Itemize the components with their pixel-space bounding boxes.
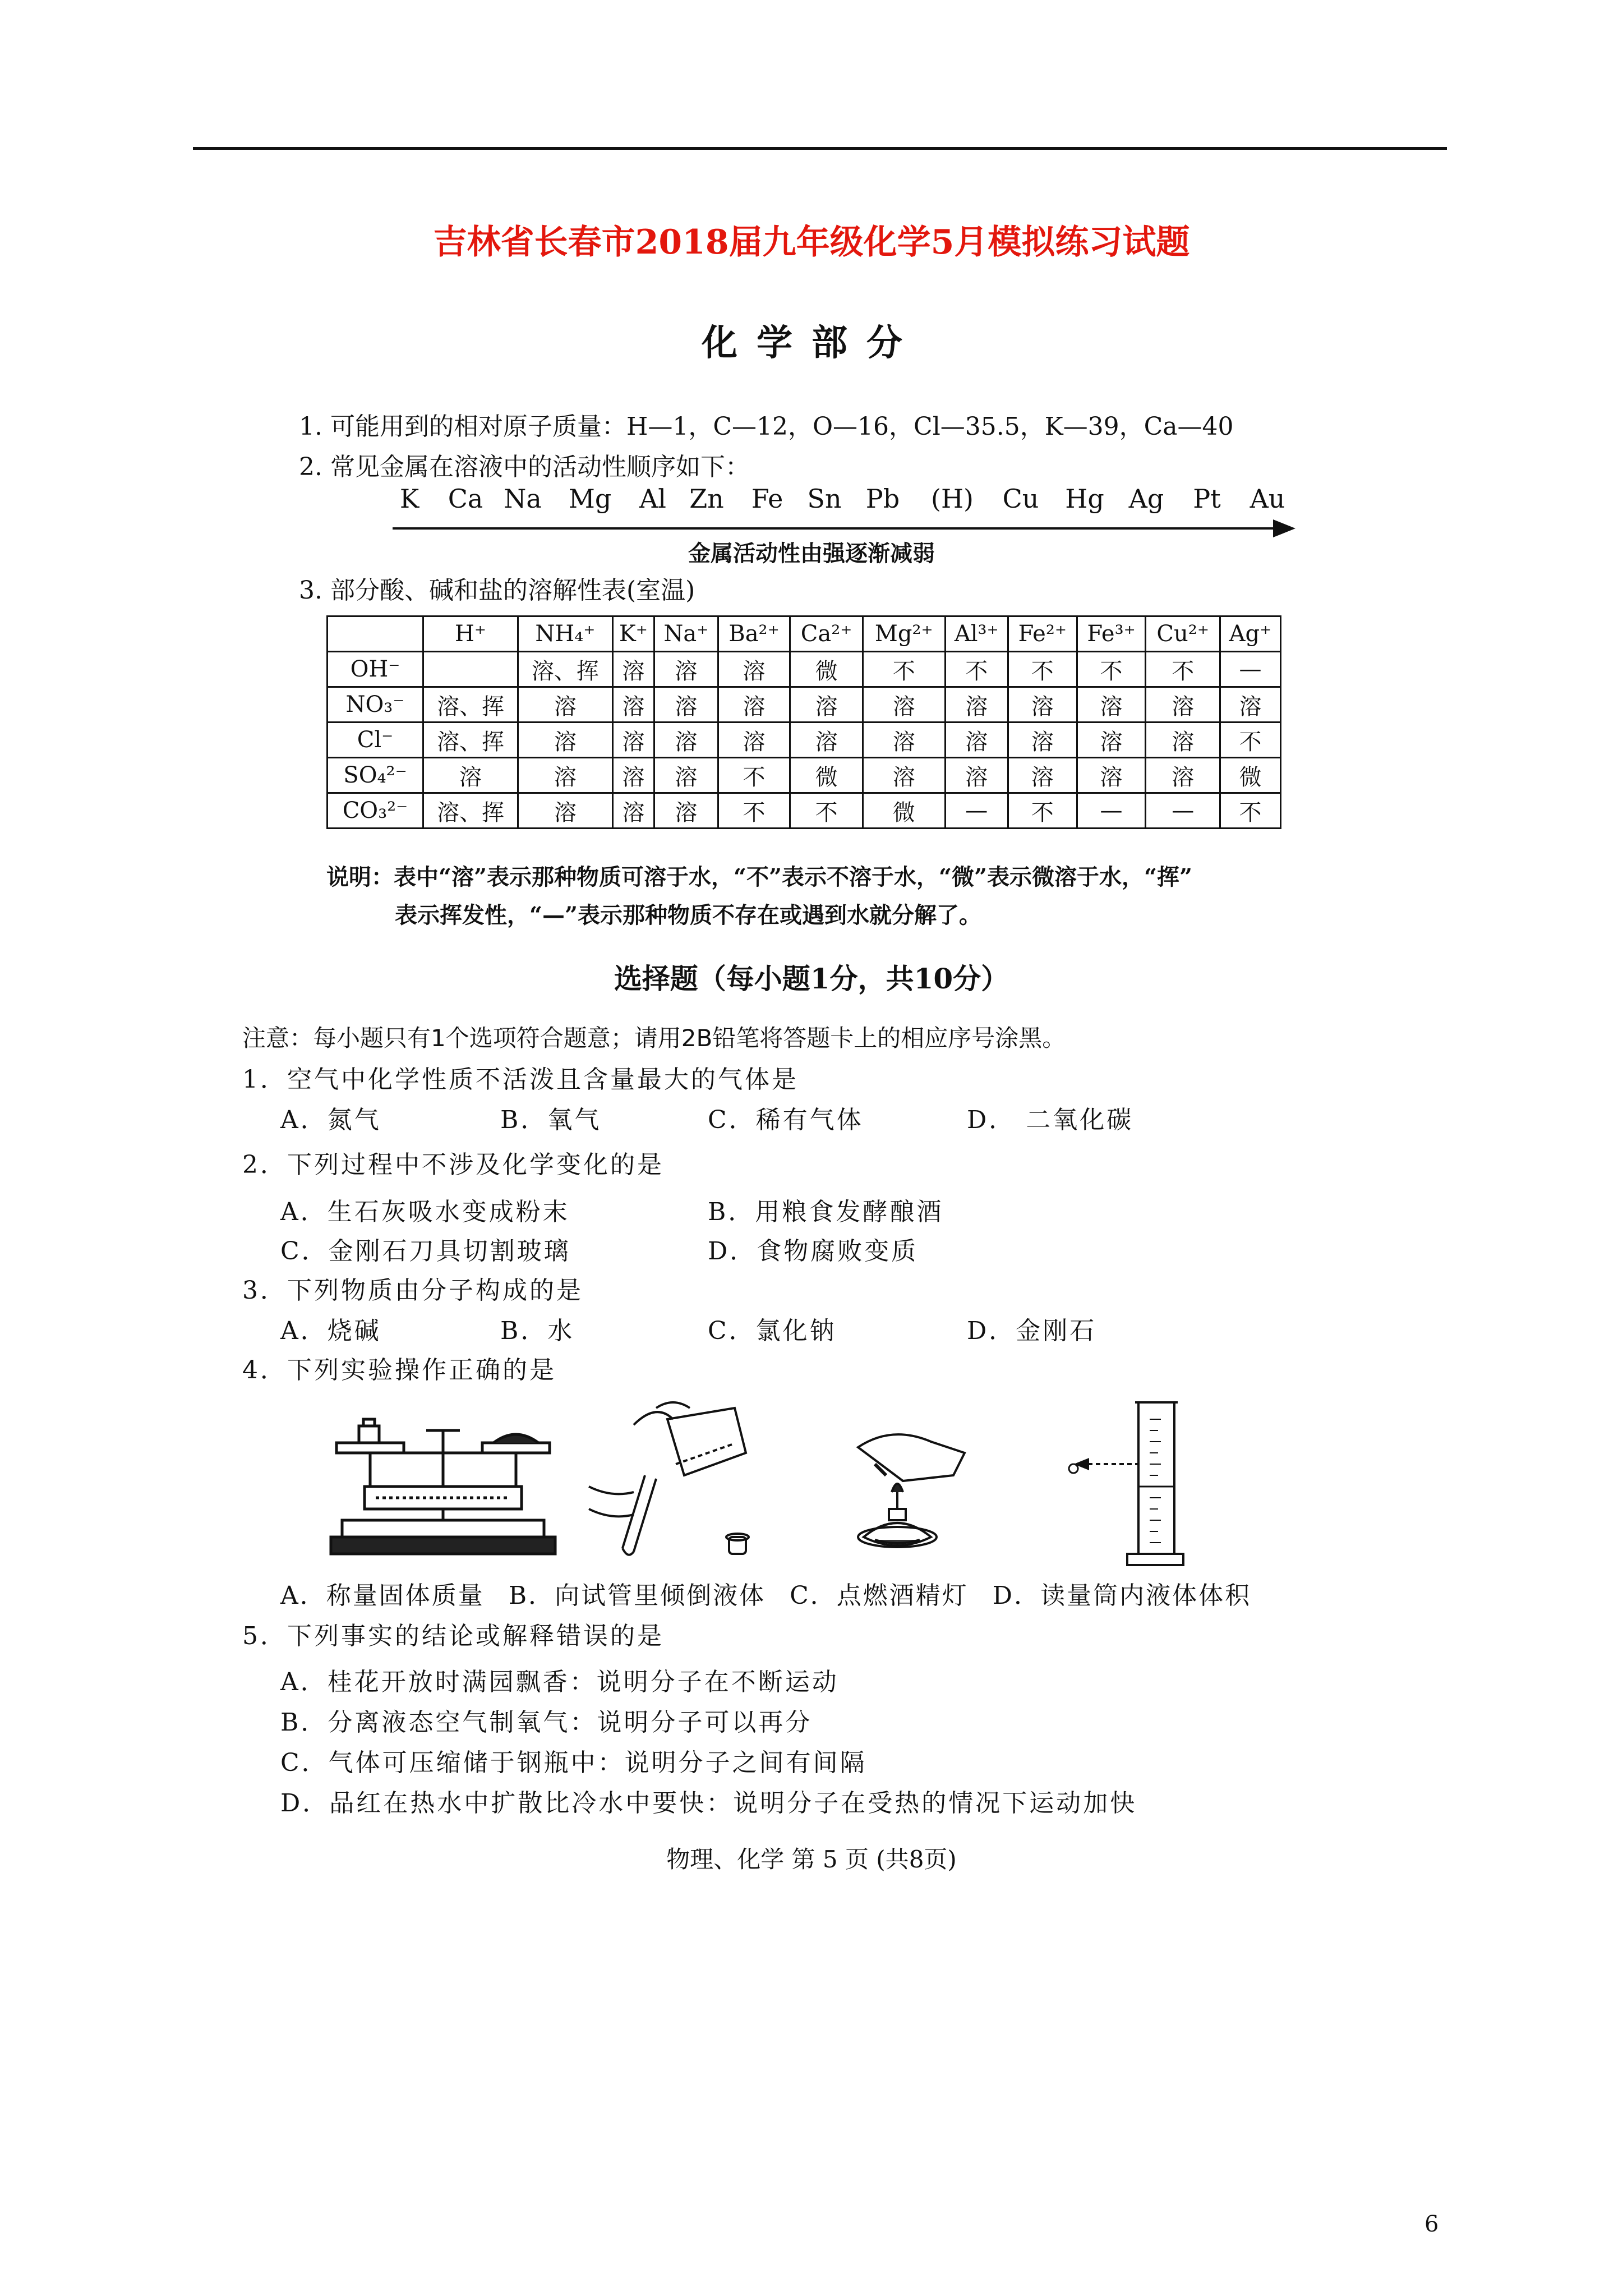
metal-symbol: Ca: [448, 484, 483, 514]
question-1-stem: 1．空气中化学性质不活泼且含量最大的气体是: [242, 1065, 799, 1094]
metal-symbol: Zn: [689, 484, 724, 514]
table-cell: —: [1146, 793, 1220, 829]
metal-symbol: Mg: [568, 484, 612, 514]
page-number: 6: [1424, 2211, 1439, 2237]
table-cell: 溶: [790, 723, 863, 758]
q4-options-row: [280, 1575, 1266, 1611]
table-cell: OH⁻: [328, 652, 423, 687]
table-cell: 溶: [1077, 723, 1146, 758]
attention-note: 注意：每小题只有1个选项符合题意；请用2B铅笔将答题卡上的相应序号涂黑。: [242, 1024, 1066, 1052]
metal-symbol: Cu: [1002, 484, 1039, 514]
q2-option-c: C．金刚石刀具切割玻璃: [280, 1237, 571, 1266]
table-explanation-line1: 说明：表中“溶”表示那种物质可溶于水，“不”表示不溶于水，“微”表示微溶于水，“挥”: [326, 864, 1193, 890]
metal-symbol: (H): [930, 484, 974, 514]
activity-caption: 金属活动性由强逐渐减弱: [688, 540, 935, 567]
table-cell: 不: [1220, 723, 1280, 758]
q3-option-d: D．金刚石: [967, 1317, 1097, 1345]
activity-series: [393, 484, 1301, 523]
table-header: Na⁺: [654, 616, 718, 652]
table-cell: 不: [1146, 652, 1220, 687]
q2-option-a: A．生石灰吸水变成粉末: [280, 1198, 570, 1226]
table-cell: 溶、挥: [423, 793, 518, 829]
table-cell: 不: [718, 793, 790, 829]
table-cell: —: [1220, 652, 1280, 687]
table-cell: 溶: [718, 652, 790, 687]
q1-option-a: A．氮气: [280, 1106, 381, 1134]
table-cell: 溶: [518, 723, 612, 758]
table-cell: 溶: [790, 687, 863, 723]
q3-option-a: A．烧碱: [280, 1317, 381, 1345]
table-header: Ba²⁺: [718, 616, 790, 652]
table-cell: 溶: [612, 793, 654, 829]
table-cell: 不: [863, 652, 946, 687]
metal-symbol: Al: [639, 484, 666, 514]
table-cell: Cl⁻: [328, 723, 423, 758]
table-cell: 溶、挥: [423, 723, 518, 758]
top-rule: [193, 147, 1447, 150]
table-header: [328, 616, 423, 652]
table-header: Ag⁺: [1220, 616, 1280, 652]
table-row: [328, 793, 1281, 829]
table-cell: 溶: [654, 687, 718, 723]
metal-symbol: K: [399, 484, 419, 514]
table-cell: 溶: [654, 723, 718, 758]
table-header: NH₄⁺: [518, 616, 612, 652]
table-row: [328, 723, 1281, 758]
table-cell: 溶: [1008, 687, 1077, 723]
table-cell: 溶: [1146, 758, 1220, 793]
table-header-row: [328, 616, 1281, 652]
metal-symbol: Ag: [1128, 484, 1164, 514]
page-title: 吉林省长春市2018届九年级化学5月模拟练习试题: [433, 223, 1190, 262]
table-row: [328, 687, 1281, 723]
table-cell: 溶: [612, 758, 654, 793]
table-cell: 不: [1008, 652, 1077, 687]
page-footer: 物理、化学 第 5 页 (共8页): [666, 1846, 957, 1873]
graduated-cylinder-illustration: [1066, 1391, 1200, 1571]
table-cell: 溶: [945, 758, 1008, 793]
metal-symbol: Sn: [807, 484, 842, 514]
metal-symbol: Pb: [865, 484, 900, 514]
table-cell: —: [1077, 793, 1146, 829]
table-header: K⁺: [612, 616, 654, 652]
q5-option-d: D．品红在热水中扩散比冷水中要快：说明分子在受热的情况下运动加快: [280, 1789, 1137, 1818]
table-cell: 溶: [863, 758, 946, 793]
q1-option-d: D． 二氧化碳: [967, 1106, 1134, 1134]
balance-scale-illustration: [325, 1414, 561, 1559]
table-cell: 溶、挥: [518, 652, 612, 687]
q4-option-a: A．称量固体质量: [280, 1581, 485, 1610]
table-cell: 微: [863, 793, 946, 829]
table-cell: 微: [1220, 758, 1280, 793]
table-cell: NO₃⁻: [328, 687, 423, 723]
table-cell: 溶: [863, 723, 946, 758]
table-cell: 溶: [654, 758, 718, 793]
table-header: Al³⁺: [945, 616, 1008, 652]
metal-symbol: Hg: [1065, 484, 1104, 514]
alcohol-lamp-illustration: [841, 1425, 987, 1559]
note-atomic-masses: 1. 可能用到的相对原子质量：H—1，C—12，O—16，Cl—35.5，K—39，Ca—40: [299, 412, 1234, 441]
question-2-stem: 2．下列过程中不涉及化学变化的是: [242, 1151, 664, 1179]
q4-option-d: D．读量筒内液体体积: [992, 1581, 1252, 1610]
table-cell: —: [945, 793, 1008, 829]
table-cell: 溶: [518, 687, 612, 723]
table-cell: 溶: [863, 687, 946, 723]
q2-option-b: B．用粮食发酵酿酒: [708, 1198, 944, 1226]
table-cell: 溶: [945, 723, 1008, 758]
table-cell: 不: [1077, 652, 1146, 687]
table-cell: 溶: [654, 652, 718, 687]
table-cell: 溶: [654, 793, 718, 829]
table-cell: 溶: [612, 652, 654, 687]
table-cell: 溶: [518, 793, 612, 829]
table-header: Cu²⁺: [1146, 616, 1220, 652]
q5-option-b: B．分离液态空气制氧气：说明分子可以再分: [280, 1708, 813, 1737]
table-cell: 溶、挥: [423, 687, 518, 723]
table-cell: 溶: [718, 723, 790, 758]
q2-option-d: D．食物腐败变质: [708, 1237, 919, 1266]
choice-section-heading: 选择题（每小题1分，共10分）: [614, 962, 1009, 995]
table-cell: 溶: [1008, 723, 1077, 758]
table-header: Mg²⁺: [863, 616, 946, 652]
pouring-liquid-illustration: [578, 1397, 780, 1565]
table-cell: 溶: [1220, 687, 1280, 723]
q1-option-c: C．稀有气体: [708, 1106, 864, 1134]
table-cell: 溶: [1146, 687, 1220, 723]
arrow-right-icon: [1273, 519, 1295, 537]
table-cell: 溶: [1008, 758, 1077, 793]
table-header: H⁺: [423, 616, 518, 652]
table-cell: [423, 652, 518, 687]
table-header: Ca²⁺: [790, 616, 863, 652]
metal-symbol: Fe: [751, 484, 783, 514]
question-4-stem: 4．下列实验操作正确的是: [242, 1356, 556, 1384]
note-activity-series: 2. 常见金属在溶液中的活动性顺序如下：: [299, 453, 750, 481]
table-cell: 不: [1220, 793, 1280, 829]
table-cell: 溶: [612, 723, 654, 758]
table-header: Fe³⁺: [1077, 616, 1146, 652]
table-cell: 溶: [945, 687, 1008, 723]
table-cell: 微: [790, 652, 863, 687]
table-cell: CO₃²⁻: [328, 793, 423, 829]
table-cell: 溶: [612, 687, 654, 723]
table-cell: 溶: [1077, 758, 1146, 793]
table-row: [328, 758, 1281, 793]
metal-symbol: Au: [1249, 484, 1285, 514]
question-3-stem: 3．下列物质由分子构成的是: [242, 1276, 583, 1305]
table-cell: 不: [790, 793, 863, 829]
table-header: Fe²⁺: [1008, 616, 1077, 652]
table-cell: 不: [945, 652, 1008, 687]
q1-option-b: B．氧气: [500, 1106, 602, 1134]
table-cell: 溶: [518, 758, 612, 793]
q4-option-b: B．向试管里倾倒液体: [508, 1581, 766, 1610]
q5-option-a: A．桂花开放时满园飘香：说明分子在不断运动: [280, 1668, 839, 1696]
metal-symbol: Pt: [1193, 484, 1221, 514]
q4-option-c: C．点燃酒精灯: [790, 1581, 969, 1610]
q3-option-b: B．水: [500, 1317, 575, 1345]
table-cell: 溶: [1146, 723, 1220, 758]
solubility-table: [326, 615, 1281, 829]
table-cell: 溶: [718, 687, 790, 723]
q5-option-c: C．气体可压缩储于钢瓶中：说明分子之间有间隔: [280, 1749, 867, 1777]
note-solubility-table: 3. 部分酸、碱和盐的溶解性表(室温): [299, 576, 695, 605]
metal-symbol: Na: [504, 484, 542, 514]
table-explanation-line2: 表示挥发性，“—”表示那种物质不存在或遇到水就分解了。: [395, 902, 982, 928]
table-cell: 不: [1008, 793, 1077, 829]
table-row: [328, 652, 1281, 687]
table-cell: SO₄²⁻: [328, 758, 423, 793]
table-cell: 不: [718, 758, 790, 793]
section-title: 化学部分: [702, 322, 921, 364]
table-cell: 溶: [423, 758, 518, 793]
table-cell: 溶: [1077, 687, 1146, 723]
activity-arrow-line: [393, 527, 1279, 530]
q3-option-c: C．氯化钠: [708, 1317, 837, 1345]
table-cell: 微: [790, 758, 863, 793]
question-5-stem: 5．下列事实的结论或解释错误的是: [242, 1622, 664, 1650]
